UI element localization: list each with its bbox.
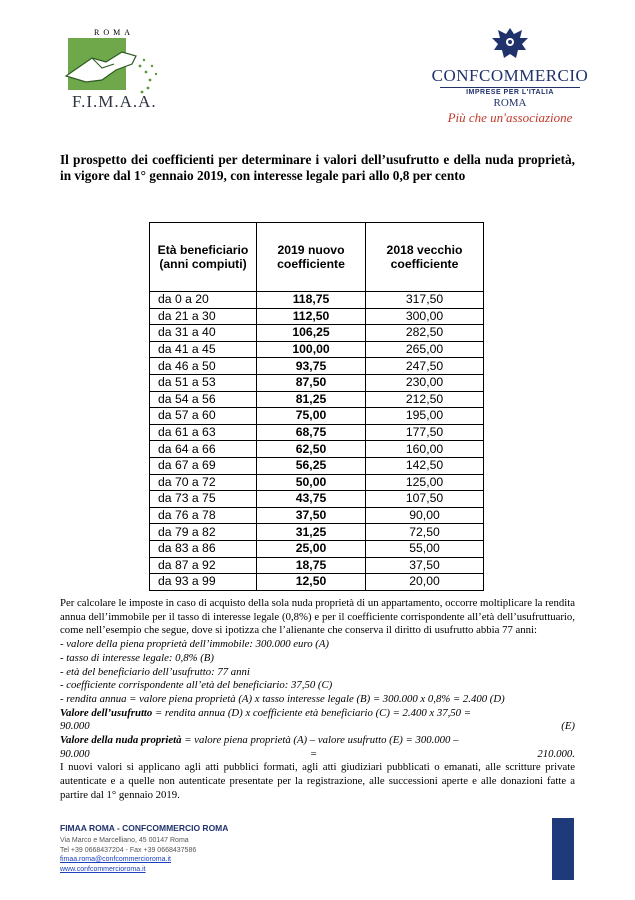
coefficient-2019-cell: 12,50 (257, 574, 366, 591)
table-row (150, 292, 484, 309)
footer-blue-bar (552, 818, 574, 880)
coefficient-2018-cell: 177,50 (366, 424, 484, 441)
age-cell: da 57 a 60 (150, 408, 257, 425)
nuda-usufrutto-value: 90.000 (60, 747, 90, 760)
age-cell: da 67 a 69 (150, 457, 257, 474)
nuda-label: Valore della nuda proprietà (60, 734, 182, 747)
footer (60, 823, 360, 874)
coefficient-table (149, 222, 484, 591)
table-row (150, 424, 484, 441)
usufrutto-tag: (E) (561, 720, 575, 733)
confcommercio-name: CONFCOMMERCIO (431, 66, 589, 85)
age-cell: da 0 a 20 (150, 292, 257, 309)
table-header-row (150, 223, 484, 292)
age-cell: da 21 a 30 (150, 308, 257, 325)
coefficient-2019-cell: 112,50 (257, 308, 366, 325)
table-row (150, 557, 484, 574)
coefficient-2018-cell: 55,00 (366, 540, 484, 557)
coefficient-2019-cell: 87,50 (257, 374, 366, 391)
coefficient-2018-cell: 230,00 (366, 374, 484, 391)
footer-website-link[interactable]: www.confcommercioroma.it (60, 865, 146, 873)
coefficient-2019-cell: 56,25 (257, 457, 366, 474)
age-cell: da 87 a 92 (150, 557, 257, 574)
nuda-equals: = (309, 747, 318, 760)
usufrutto-line (60, 707, 575, 721)
coefficient-2018-cell: 107,50 (366, 491, 484, 508)
age-cell: da 73 a 75 (150, 491, 257, 508)
body-text (60, 597, 575, 803)
age-cell: da 70 a 72 (150, 474, 257, 491)
coefficient-2018-cell: 195,00 (366, 408, 484, 425)
coefficient-2019-cell: 31,25 (257, 524, 366, 541)
example-item: - rendita annua = valore piena proprietà (A) x tasso interesse legale (B) = 300.000 x 0,8% = 2.400 (D) (60, 692, 505, 705)
coefficient-2018-cell: 72,50 (366, 524, 484, 541)
confcommercio-city: ROMA (493, 97, 527, 109)
document-title: Il prospetto dei coefficienti per determinare i valori dell’usufrutto e della nuda proprietà, in vigore dal 1° gennaio 2019, con interesse legale pari allo 0,8 per cento (60, 152, 575, 183)
header-2019: 2019 nuovo coefficiente (257, 223, 366, 292)
age-cell: da 79 a 82 (150, 524, 257, 541)
coefficient-2019-cell: 62,50 (257, 441, 366, 458)
age-cell: da 46 a 50 (150, 358, 257, 375)
table-row (150, 325, 484, 342)
table-row (150, 374, 484, 391)
example-item: - tasso di interesse legale: 0,8% (B) (60, 651, 214, 664)
usufrutto-result: 90.000 (60, 720, 90, 733)
example-item: - valore della piena proprietà dell’immobile: 300.000 euro (A) (60, 638, 329, 651)
table-row (150, 507, 484, 524)
table-row (150, 358, 484, 375)
table-row (150, 308, 484, 325)
confcommercio-logo (420, 24, 600, 134)
coefficient-2019-cell: 18,75 (257, 557, 366, 574)
table-row (150, 524, 484, 541)
footer-phone: Tel +39 0668437204 - Fax +39 0668437586 (60, 846, 197, 854)
fimaa-logo-name: F.I.M.A.A. (72, 92, 157, 111)
closing-paragraph: I nuovi valori si applicano agli atti pubblici formati, agli atti giudiziari pubblicati o emanati, alle scritture private autenticate e a quelle non autenticate presentate per la registrazione, alle successioni aperte e alle donazioni fatte a partire dal 1° gennaio 2019. (60, 761, 575, 801)
example-item: - coefficiente corrispondente all’età del beneficiario: 37,50 (C) (60, 679, 333, 692)
coefficient-2018-cell: 160,00 (366, 441, 484, 458)
nuda-formula: = valore piena proprietà (A) – valore usufrutto (E) = 300.000 – (181, 734, 459, 747)
age-cell: da 83 a 86 (150, 540, 257, 557)
fimaa-logo (62, 28, 182, 110)
example-item: - età del beneficiario dell’usufrutto: 77 anni (60, 665, 250, 678)
coefficient-2019-cell: 43,75 (257, 491, 366, 508)
nuda-result-row (60, 748, 575, 762)
table-row (150, 574, 484, 591)
coefficient-2018-cell: 282,50 (366, 325, 484, 342)
coefficient-2019-cell: 75,00 (257, 408, 366, 425)
age-cell: da 54 a 56 (150, 391, 257, 408)
coefficient-2018-cell: 317,50 (366, 292, 484, 309)
usufrutto-formula: = rendita annua (D) x coefficiente età beneficiario (C) = 2.400 x 37,50 = (152, 706, 472, 719)
header-age: Età beneficiario (anni compiuti) (150, 223, 257, 292)
coefficient-2019-cell: 100,00 (257, 341, 366, 358)
coefficient-2019-cell: 81,25 (257, 391, 366, 408)
usufrutto-label: Valore dell’usufrutto (60, 706, 153, 719)
table-row (150, 474, 484, 491)
table-row (150, 491, 484, 508)
usufrutto-result-row (60, 720, 575, 734)
table-row (150, 441, 484, 458)
coefficient-2018-cell: 212,50 (366, 391, 484, 408)
coefficient-2018-cell: 90,00 (366, 507, 484, 524)
footer-org-name: FIMAA ROMA - CONFCOMMERCIO ROMA (60, 823, 229, 833)
table-row (150, 540, 484, 557)
coefficient-2018-cell: 300,00 (366, 308, 484, 325)
coefficient-2019-cell: 93,75 (257, 358, 366, 375)
table-row (150, 457, 484, 474)
coefficient-2018-cell: 37,50 (366, 557, 484, 574)
coefficient-2018-cell: 142,50 (366, 457, 484, 474)
coefficient-2018-cell: 20,00 (366, 574, 484, 591)
age-cell: da 76 a 78 (150, 507, 257, 524)
age-cell: da 41 a 45 (150, 341, 257, 358)
nuda-line (60, 734, 575, 748)
footer-email-link[interactable]: fimaa.roma@confcommercioroma.it (60, 856, 171, 863)
age-cell: da 61 a 63 (150, 424, 257, 441)
footer-address: Via Marco e Marcelliano, 45 00147 Roma (60, 837, 189, 844)
coefficient-2019-cell: 68,75 (257, 424, 366, 441)
coefficient-2019-cell: 25,00 (257, 540, 366, 557)
age-cell: da 31 a 40 (150, 325, 257, 342)
coefficient-2018-cell: 125,00 (366, 474, 484, 491)
fimaa-logo-city: ROMA (94, 28, 135, 37)
handshake-icon (62, 36, 172, 96)
confcommercio-tagline: Più che un'associazione (447, 110, 573, 125)
age-cell: da 51 a 53 (150, 374, 257, 391)
eagle-icon (488, 24, 532, 64)
header-2018: 2018 vecchio coefficiente (366, 223, 484, 292)
coefficient-2019-cell: 37,50 (257, 507, 366, 524)
intro-paragraph: Per calcolare le imposte in caso di acquisto della sola nuda proprietà di un appartamento, occorre moltiplicare la rendita annua dell’immobile per il tasso di interesse legale (0,8%) e per il coefficiente corrispondente all’età dell’usufruttuario, come nell’esempio che segue, dove si ipotizza che l’alienante che conserva il diritto di usufrutto abbia 77 anni: (60, 597, 575, 637)
confcommercio-subtitle: IMPRESE PER L'ITALIA (440, 87, 580, 96)
table-row (150, 391, 484, 408)
age-cell: da 93 a 99 (150, 574, 257, 591)
age-cell: da 64 a 66 (150, 441, 257, 458)
coefficient-2019-cell: 50,00 (257, 474, 366, 491)
table-row (150, 408, 484, 425)
table-row (150, 341, 484, 358)
nuda-result: 210.000. (537, 747, 575, 760)
coefficient-2018-cell: 247,50 (366, 358, 484, 375)
coefficient-2018-cell: 265,00 (366, 341, 484, 358)
coefficient-2019-cell: 106,25 (257, 325, 366, 342)
coefficient-2019-cell: 118,75 (257, 292, 366, 309)
